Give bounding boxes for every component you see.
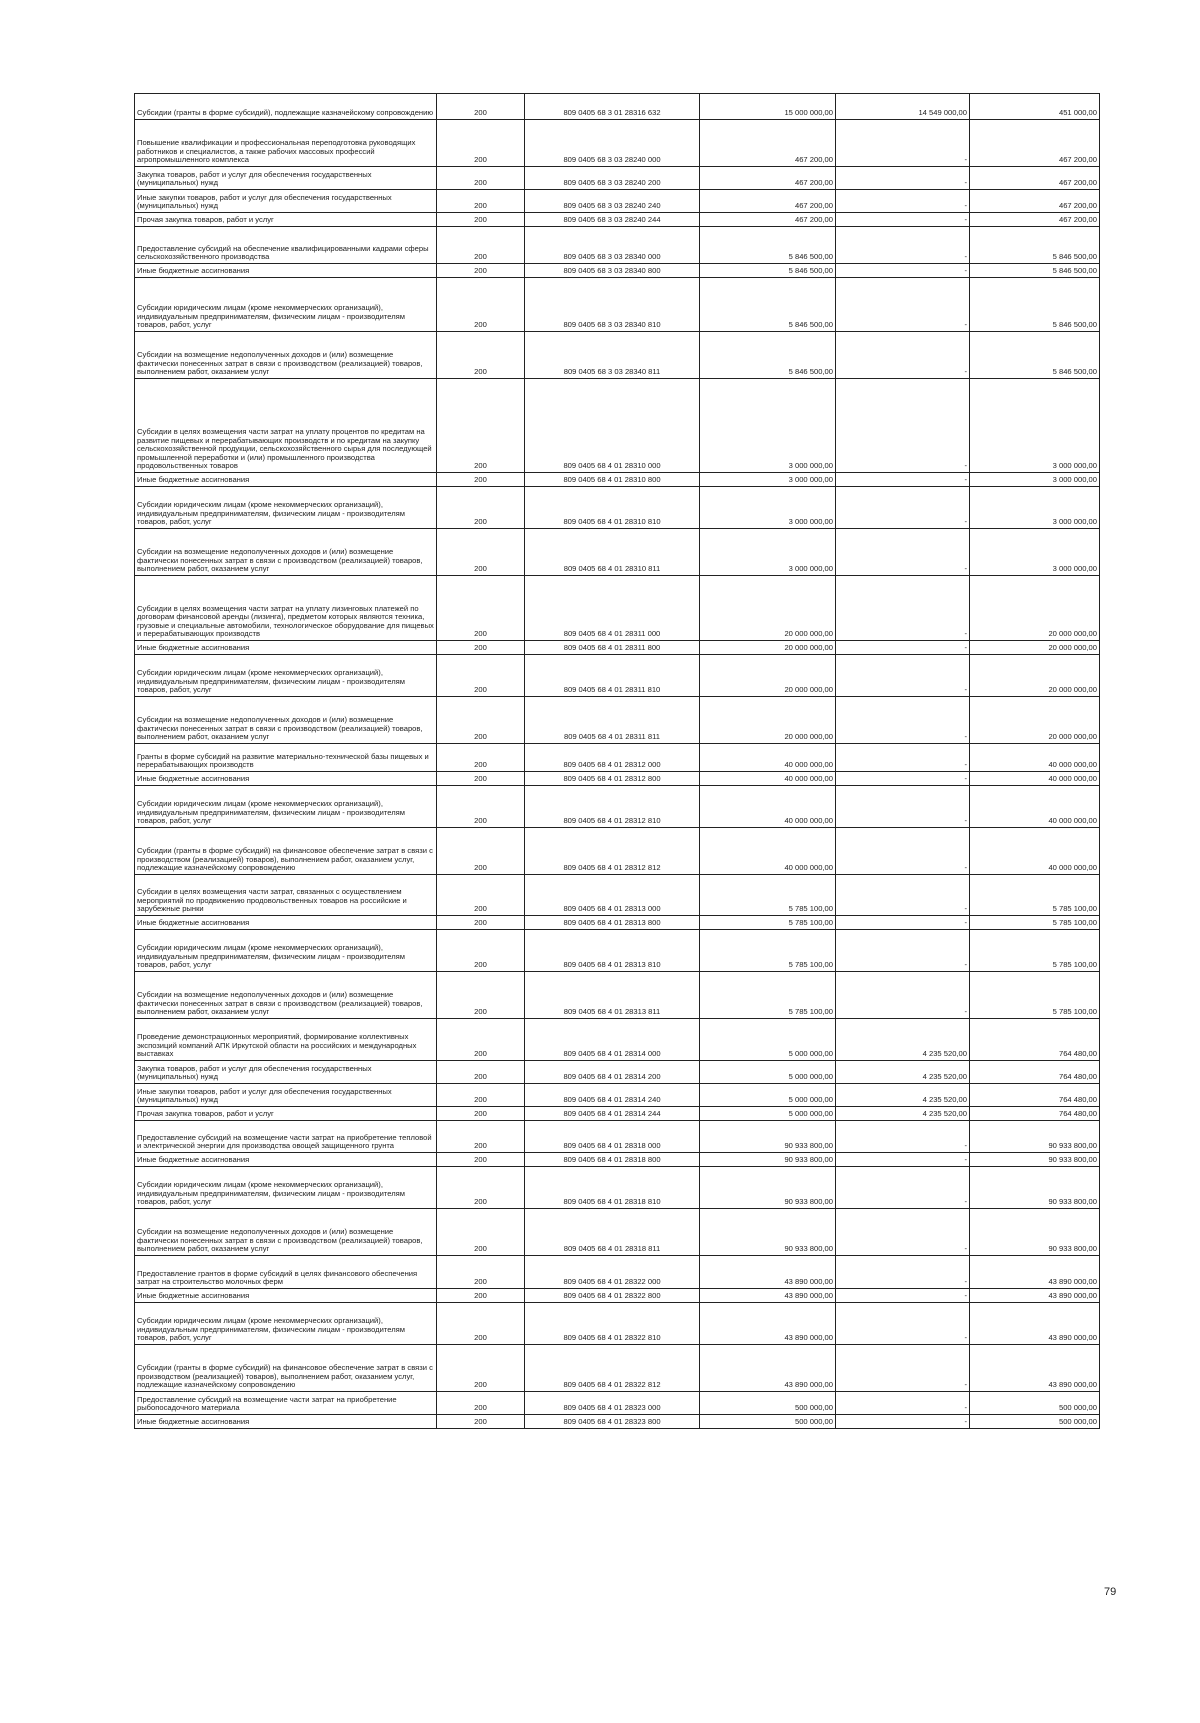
row-code: 200 bbox=[437, 120, 525, 167]
row-total: 5 000 000,00 bbox=[700, 1107, 836, 1121]
row-name: Субсидии на возмещение недополученных доходов и (или) возмещение фактически понесенных затрат в связи с производством (реализацией) товаров, выполнением работ, оказанием услуг bbox=[135, 972, 437, 1019]
row-amount-b: 500 000,00 bbox=[970, 1392, 1100, 1415]
row-name: Иные бюджетные ассигнования bbox=[135, 772, 437, 786]
table-row bbox=[135, 120, 1100, 167]
row-kbk: 809 0405 68 4 01 28314 240 bbox=[525, 1084, 700, 1107]
row-code: 200 bbox=[437, 167, 525, 190]
row-amount-a: - bbox=[836, 930, 970, 972]
table-row bbox=[135, 1121, 1100, 1153]
table-row bbox=[135, 379, 1100, 473]
row-kbk: 809 0405 68 4 01 28318 000 bbox=[525, 1121, 700, 1153]
row-code: 200 bbox=[437, 1121, 525, 1153]
row-amount-b: 90 933 800,00 bbox=[970, 1121, 1100, 1153]
row-kbk: 809 0405 68 3 03 28340 810 bbox=[525, 278, 700, 332]
row-kbk: 809 0405 68 4 01 28312 800 bbox=[525, 772, 700, 786]
row-code: 200 bbox=[437, 190, 525, 213]
row-name: Субсидии юридическим лицам (кроме некоммерческих организаций), индивидуальным предпринимателям, физическим лицам - производителям товаров, работ, услуг bbox=[135, 930, 437, 972]
row-amount-a: - bbox=[836, 120, 970, 167]
row-total: 40 000 000,00 bbox=[700, 786, 836, 828]
row-code: 200 bbox=[437, 1289, 525, 1303]
row-amount-a: - bbox=[836, 828, 970, 875]
row-kbk: 809 0405 68 4 01 28310 810 bbox=[525, 487, 700, 529]
budget-table bbox=[134, 93, 1100, 1429]
row-kbk: 809 0405 68 4 01 28313 810 bbox=[525, 930, 700, 972]
row-amount-a: 4 235 520,00 bbox=[836, 1061, 970, 1084]
row-kbk: 809 0405 68 4 01 28322 000 bbox=[525, 1256, 700, 1289]
row-amount-b: 90 933 800,00 bbox=[970, 1153, 1100, 1167]
row-total: 467 200,00 bbox=[700, 120, 836, 167]
row-code: 200 bbox=[437, 473, 525, 487]
row-amount-a: - bbox=[836, 213, 970, 227]
row-total: 15 000 000,00 bbox=[700, 94, 836, 120]
row-total: 40 000 000,00 bbox=[700, 772, 836, 786]
row-name: Иные закупки товаров, работ и услуг для обеспечения государственных (муниципальных) нужд bbox=[135, 190, 437, 213]
row-amount-b: 43 890 000,00 bbox=[970, 1289, 1100, 1303]
row-amount-a: - bbox=[836, 1303, 970, 1345]
row-name: Субсидии (гранты в форме субсидий) на финансовое обеспечение затрат в связи с производством (реализацией) товаров), выполнением работ, оказанием услуг, подлежащие казначейскому сопровождению bbox=[135, 828, 437, 875]
row-name: Субсидии на возмещение недополученных доходов и (или) возмещение фактически понесенных затрат в связи с производством (реализацией) товаров, выполнением работ, оказанием услуг bbox=[135, 697, 437, 744]
row-total: 20 000 000,00 bbox=[700, 576, 836, 641]
table-row bbox=[135, 576, 1100, 641]
row-total: 500 000,00 bbox=[700, 1415, 836, 1429]
row-amount-b: 5 846 500,00 bbox=[970, 332, 1100, 379]
row-amount-a: 4 235 520,00 bbox=[836, 1019, 970, 1061]
row-amount-b: 467 200,00 bbox=[970, 213, 1100, 227]
row-code: 200 bbox=[437, 1061, 525, 1084]
table-row bbox=[135, 278, 1100, 332]
row-kbk: 809 0405 68 4 01 28313 800 bbox=[525, 916, 700, 930]
table-row bbox=[135, 190, 1100, 213]
row-amount-a: - bbox=[836, 744, 970, 772]
row-code: 200 bbox=[437, 1392, 525, 1415]
row-total: 5 785 100,00 bbox=[700, 875, 836, 916]
row-total: 43 890 000,00 bbox=[700, 1345, 836, 1392]
row-total: 5 785 100,00 bbox=[700, 916, 836, 930]
table-row bbox=[135, 697, 1100, 744]
row-name: Иные бюджетные ассигнования bbox=[135, 1153, 437, 1167]
row-total: 5 000 000,00 bbox=[700, 1084, 836, 1107]
row-total: 5 785 100,00 bbox=[700, 930, 836, 972]
row-name: Субсидии на возмещение недополученных доходов и (или) возмещение фактически понесенных затрат в связи с производством (реализацией) товаров, выполнением работ, оказанием услуг bbox=[135, 529, 437, 576]
row-name: Прочая закупка товаров, работ и услуг bbox=[135, 213, 437, 227]
table-row bbox=[135, 1415, 1100, 1429]
row-amount-b: 5 846 500,00 bbox=[970, 227, 1100, 264]
row-total: 5 000 000,00 bbox=[700, 1061, 836, 1084]
row-total: 5 785 100,00 bbox=[700, 972, 836, 1019]
row-kbk: 809 0405 68 3 03 28340 000 bbox=[525, 227, 700, 264]
row-amount-b: 764 480,00 bbox=[970, 1084, 1100, 1107]
row-code: 200 bbox=[437, 930, 525, 972]
row-code: 200 bbox=[437, 828, 525, 875]
row-kbk: 809 0405 68 4 01 28311 000 bbox=[525, 576, 700, 641]
row-amount-a: - bbox=[836, 1121, 970, 1153]
row-code: 200 bbox=[437, 379, 525, 473]
row-kbk: 809 0405 68 4 01 28314 244 bbox=[525, 1107, 700, 1121]
row-amount-a: - bbox=[836, 167, 970, 190]
row-name: Субсидии на возмещение недополученных доходов и (или) возмещение фактически понесенных затрат в связи с производством (реализацией) товаров, выполнением работ, оказанием услуг bbox=[135, 1209, 437, 1256]
row-amount-b: 5 785 100,00 bbox=[970, 916, 1100, 930]
row-amount-b: 5 846 500,00 bbox=[970, 264, 1100, 278]
row-name: Иные бюджетные ассигнования bbox=[135, 1415, 437, 1429]
row-amount-b: 43 890 000,00 bbox=[970, 1256, 1100, 1289]
table-row bbox=[135, 473, 1100, 487]
row-name: Субсидии в целях возмещения части затрат на уплату лизинговых платежей по договорам финансовой аренды (лизинга), предметом которых являются техника, грузовые и специальные автомобили, технологическое оборудование для пищевых и перерабатывающих производств bbox=[135, 576, 437, 641]
table-row bbox=[135, 167, 1100, 190]
row-code: 200 bbox=[437, 916, 525, 930]
row-kbk: 809 0405 68 4 01 28323 800 bbox=[525, 1415, 700, 1429]
row-name: Закупка товаров, работ и услуг для обеспечения государственных (муниципальных) нужд bbox=[135, 1061, 437, 1084]
row-total: 467 200,00 bbox=[700, 213, 836, 227]
row-kbk: 809 0405 68 3 03 28240 200 bbox=[525, 167, 700, 190]
row-amount-a: - bbox=[836, 1256, 970, 1289]
row-kbk: 809 0405 68 3 03 28240 244 bbox=[525, 213, 700, 227]
row-amount-a: 4 235 520,00 bbox=[836, 1107, 970, 1121]
row-amount-a: - bbox=[836, 1209, 970, 1256]
row-name: Иные бюджетные ассигнования bbox=[135, 916, 437, 930]
table-row bbox=[135, 1345, 1100, 1392]
row-amount-b: 40 000 000,00 bbox=[970, 772, 1100, 786]
row-name: Субсидии в целях возмещения части затрат на уплату процентов по кредитам на развитие пищевых и перерабатывающих производств и по кредитам на закупку сельскохозяйственной продукции, сельскохозяйственного сырья для последующей промышленной переработки и (или) промышленного производства продовольственных товаров bbox=[135, 379, 437, 473]
row-amount-b: 500 000,00 bbox=[970, 1415, 1100, 1429]
row-total: 467 200,00 bbox=[700, 190, 836, 213]
row-name: Предоставление грантов в форме субсидий в целях финансового обеспечения затрат на строительство молочных ферм bbox=[135, 1256, 437, 1289]
table-row bbox=[135, 487, 1100, 529]
row-amount-b: 5 785 100,00 bbox=[970, 972, 1100, 1019]
table-row bbox=[135, 930, 1100, 972]
row-code: 200 bbox=[437, 1084, 525, 1107]
table-row bbox=[135, 1061, 1100, 1084]
row-kbk: 809 0405 68 4 01 28323 000 bbox=[525, 1392, 700, 1415]
row-amount-b: 467 200,00 bbox=[970, 167, 1100, 190]
row-kbk: 809 0405 68 3 03 28340 800 bbox=[525, 264, 700, 278]
row-code: 200 bbox=[437, 1345, 525, 1392]
row-amount-b: 5 785 100,00 bbox=[970, 930, 1100, 972]
row-amount-b: 20 000 000,00 bbox=[970, 655, 1100, 697]
table-row bbox=[135, 213, 1100, 227]
row-total: 90 933 800,00 bbox=[700, 1209, 836, 1256]
row-amount-b: 467 200,00 bbox=[970, 190, 1100, 213]
row-amount-b: 3 000 000,00 bbox=[970, 487, 1100, 529]
row-amount-b: 467 200,00 bbox=[970, 120, 1100, 167]
row-amount-a: 4 235 520,00 bbox=[836, 1084, 970, 1107]
row-kbk: 809 0405 68 4 01 28310 811 bbox=[525, 529, 700, 576]
table-row bbox=[135, 94, 1100, 120]
row-total: 43 890 000,00 bbox=[700, 1289, 836, 1303]
row-amount-b: 5 846 500,00 bbox=[970, 278, 1100, 332]
row-total: 90 933 800,00 bbox=[700, 1153, 836, 1167]
row-amount-a: - bbox=[836, 1153, 970, 1167]
row-amount-a: - bbox=[836, 1289, 970, 1303]
row-name: Предоставление субсидий на возмещение части затрат на приобретение рыбопосадочного материала bbox=[135, 1392, 437, 1415]
row-code: 200 bbox=[437, 972, 525, 1019]
row-name: Субсидии юридическим лицам (кроме некоммерческих организаций), индивидуальным предпринимателям, физическим лицам - производителям товаров, работ, услуг bbox=[135, 487, 437, 529]
row-code: 200 bbox=[437, 278, 525, 332]
table-row bbox=[135, 1256, 1100, 1289]
table-row bbox=[135, 916, 1100, 930]
row-amount-a: - bbox=[836, 697, 970, 744]
table-row bbox=[135, 332, 1100, 379]
row-kbk: 809 0405 68 4 01 28312 812 bbox=[525, 828, 700, 875]
table-row bbox=[135, 828, 1100, 875]
row-total: 5 846 500,00 bbox=[700, 264, 836, 278]
row-code: 200 bbox=[437, 875, 525, 916]
row-total: 500 000,00 bbox=[700, 1392, 836, 1415]
table-row bbox=[135, 744, 1100, 772]
row-amount-a: - bbox=[836, 487, 970, 529]
row-kbk: 809 0405 68 4 01 28310 000 bbox=[525, 379, 700, 473]
row-name: Субсидии юридическим лицам (кроме некоммерческих организаций), индивидуальным предпринимателям, физическим лицам - производителям товаров, работ, услуг bbox=[135, 1303, 437, 1345]
row-amount-a: - bbox=[836, 772, 970, 786]
row-name: Проведение демонстрационных мероприятий, формирование коллективных экспозиций компаний АПК Иркутской области на российских и международных выставках bbox=[135, 1019, 437, 1061]
row-kbk: 809 0405 68 4 01 28322 810 bbox=[525, 1303, 700, 1345]
row-amount-a: - bbox=[836, 529, 970, 576]
row-amount-b: 90 933 800,00 bbox=[970, 1209, 1100, 1256]
row-kbk: 809 0405 68 4 01 28311 810 bbox=[525, 655, 700, 697]
row-amount-b: 3 000 000,00 bbox=[970, 529, 1100, 576]
table-row bbox=[135, 1167, 1100, 1209]
row-name: Предоставление субсидий на возмещение части затрат на приобретение тепловой и электрической энергии для производства овощей защищенного грунта bbox=[135, 1121, 437, 1153]
row-name: Субсидии (гранты в форме субсидий) на финансовое обеспечение затрат в связи с производством (реализацией) товаров), выполнением работ, оказанием услуг, подлежащие казначейскому сопровождению bbox=[135, 1345, 437, 1392]
table-row bbox=[135, 1107, 1100, 1121]
row-kbk: 809 0405 68 4 01 28314 000 bbox=[525, 1019, 700, 1061]
row-code: 200 bbox=[437, 227, 525, 264]
row-kbk: 809 0405 68 4 01 28312 810 bbox=[525, 786, 700, 828]
table-row bbox=[135, 772, 1100, 786]
row-amount-b: 5 785 100,00 bbox=[970, 875, 1100, 916]
row-amount-a: - bbox=[836, 641, 970, 655]
row-amount-a: - bbox=[836, 1167, 970, 1209]
row-total: 3 000 000,00 bbox=[700, 487, 836, 529]
row-code: 200 bbox=[437, 697, 525, 744]
row-name: Повышение квалификации и профессиональная переподготовка руководящих работников и специалистов, а также рабочих массовых профессий агропромышленного комплекса bbox=[135, 120, 437, 167]
table-row bbox=[135, 641, 1100, 655]
row-code: 200 bbox=[437, 1256, 525, 1289]
row-kbk: 809 0405 68 4 01 28312 000 bbox=[525, 744, 700, 772]
row-code: 200 bbox=[437, 1107, 525, 1121]
table-row bbox=[135, 1209, 1100, 1256]
row-code: 200 bbox=[437, 1167, 525, 1209]
row-name: Иные бюджетные ассигнования bbox=[135, 1289, 437, 1303]
row-total: 467 200,00 bbox=[700, 167, 836, 190]
table-row bbox=[135, 655, 1100, 697]
row-code: 200 bbox=[437, 94, 525, 120]
table-row bbox=[135, 264, 1100, 278]
row-amount-a: - bbox=[836, 1392, 970, 1415]
row-amount-a: - bbox=[836, 1345, 970, 1392]
row-amount-a: - bbox=[836, 786, 970, 828]
row-total: 90 933 800,00 bbox=[700, 1121, 836, 1153]
row-code: 200 bbox=[437, 1153, 525, 1167]
row-total: 40 000 000,00 bbox=[700, 828, 836, 875]
row-code: 200 bbox=[437, 529, 525, 576]
table-row bbox=[135, 529, 1100, 576]
table-row bbox=[135, 1392, 1100, 1415]
row-kbk: 809 0405 68 3 03 28240 240 bbox=[525, 190, 700, 213]
row-code: 200 bbox=[437, 1303, 525, 1345]
row-kbk: 809 0405 68 4 01 28313 811 bbox=[525, 972, 700, 1019]
row-amount-a: - bbox=[836, 264, 970, 278]
row-name: Субсидии юридическим лицам (кроме некоммерческих организаций), индивидуальным предпринимателям, физическим лицам - производителям товаров, работ, услуг bbox=[135, 655, 437, 697]
row-kbk: 809 0405 68 3 01 28316 632 bbox=[525, 94, 700, 120]
row-kbk: 809 0405 68 4 01 28314 200 bbox=[525, 1061, 700, 1084]
row-name: Закупка товаров, работ и услуг для обеспечения государственных (муниципальных) нужд bbox=[135, 167, 437, 190]
row-amount-a: - bbox=[836, 916, 970, 930]
row-kbk: 809 0405 68 4 01 28322 800 bbox=[525, 1289, 700, 1303]
row-code: 200 bbox=[437, 213, 525, 227]
row-amount-a: - bbox=[836, 190, 970, 213]
row-kbk: 809 0405 68 4 01 28318 810 bbox=[525, 1167, 700, 1209]
row-kbk: 809 0405 68 4 01 28310 800 bbox=[525, 473, 700, 487]
row-name: Субсидии юридическим лицам (кроме некоммерческих организаций), индивидуальным предпринимателям, физическим лицам - производителям товаров, работ, услуг bbox=[135, 786, 437, 828]
table-row bbox=[135, 1153, 1100, 1167]
row-code: 200 bbox=[437, 1209, 525, 1256]
row-amount-a: - bbox=[836, 576, 970, 641]
row-total: 5 846 500,00 bbox=[700, 278, 836, 332]
row-amount-a: - bbox=[836, 1415, 970, 1429]
row-amount-a: - bbox=[836, 875, 970, 916]
table-row bbox=[135, 1084, 1100, 1107]
row-amount-b: 20 000 000,00 bbox=[970, 697, 1100, 744]
row-total: 20 000 000,00 bbox=[700, 697, 836, 744]
row-code: 200 bbox=[437, 655, 525, 697]
row-name: Гранты в форме субсидий на развитие материально-технической базы пищевых и перерабатывающих производств bbox=[135, 744, 437, 772]
row-code: 200 bbox=[437, 332, 525, 379]
row-name: Субсидии на возмещение недополученных доходов и (или) возмещение фактически понесенных затрат в связи с производством (реализацией) товаров, выполнением работ, оказанием услуг bbox=[135, 332, 437, 379]
row-total: 5 846 500,00 bbox=[700, 332, 836, 379]
row-name: Иные бюджетные ассигнования bbox=[135, 264, 437, 278]
table-row bbox=[135, 1289, 1100, 1303]
row-code: 200 bbox=[437, 744, 525, 772]
row-total: 43 890 000,00 bbox=[700, 1256, 836, 1289]
row-amount-b: 20 000 000,00 bbox=[970, 576, 1100, 641]
row-total: 3 000 000,00 bbox=[700, 379, 836, 473]
row-amount-a: - bbox=[836, 473, 970, 487]
row-amount-b: 764 480,00 bbox=[970, 1061, 1100, 1084]
row-code: 200 bbox=[437, 264, 525, 278]
row-name: Иные закупки товаров, работ и услуг для обеспечения государственных (муниципальных) нужд bbox=[135, 1084, 437, 1107]
row-amount-a: - bbox=[836, 379, 970, 473]
row-kbk: 809 0405 68 4 01 28318 800 bbox=[525, 1153, 700, 1167]
row-name: Субсидии (гранты в форме субсидий), подлежащие казначейскому сопровождению bbox=[135, 94, 437, 120]
row-code: 200 bbox=[437, 487, 525, 529]
row-amount-b: 764 480,00 bbox=[970, 1107, 1100, 1121]
row-total: 3 000 000,00 bbox=[700, 529, 836, 576]
row-kbk: 809 0405 68 4 01 28311 800 bbox=[525, 641, 700, 655]
row-amount-a: - bbox=[836, 278, 970, 332]
row-kbk: 809 0405 68 3 03 28240 000 bbox=[525, 120, 700, 167]
row-name: Иные бюджетные ассигнования bbox=[135, 641, 437, 655]
row-total: 5 846 500,00 bbox=[700, 227, 836, 264]
row-total: 40 000 000,00 bbox=[700, 744, 836, 772]
row-code: 200 bbox=[437, 576, 525, 641]
row-total: 43 890 000,00 bbox=[700, 1303, 836, 1345]
row-amount-b: 40 000 000,00 bbox=[970, 744, 1100, 772]
row-kbk: 809 0405 68 4 01 28313 000 bbox=[525, 875, 700, 916]
row-amount-b: 451 000,00 bbox=[970, 94, 1100, 120]
row-amount-b: 40 000 000,00 bbox=[970, 828, 1100, 875]
row-name: Субсидии юридическим лицам (кроме некоммерческих организаций), индивидуальным предпринимателям, физическим лицам - производителям товаров, работ, услуг bbox=[135, 278, 437, 332]
row-amount-b: 764 480,00 bbox=[970, 1019, 1100, 1061]
row-amount-b: 3 000 000,00 bbox=[970, 379, 1100, 473]
table-row bbox=[135, 227, 1100, 264]
row-total: 90 933 800,00 bbox=[700, 1167, 836, 1209]
row-amount-a: - bbox=[836, 655, 970, 697]
row-amount-a: 14 549 000,00 bbox=[836, 94, 970, 120]
row-name: Предоставление субсидий на обеспечение квалифицированными кадрами сферы сельскохозяйственного производства bbox=[135, 227, 437, 264]
table-row bbox=[135, 786, 1100, 828]
row-total: 20 000 000,00 bbox=[700, 655, 836, 697]
row-amount-a: - bbox=[836, 227, 970, 264]
row-amount-b: 90 933 800,00 bbox=[970, 1167, 1100, 1209]
row-amount-b: 20 000 000,00 bbox=[970, 641, 1100, 655]
row-kbk: 809 0405 68 3 03 28340 811 bbox=[525, 332, 700, 379]
row-amount-b: 43 890 000,00 bbox=[970, 1345, 1100, 1392]
row-name: Субсидии в целях возмещения части затрат, связанных с осуществлением мероприятий по продвижению продовольственных товаров на российские и зарубежные рынки bbox=[135, 875, 437, 916]
row-name: Прочая закупка товаров, работ и услуг bbox=[135, 1107, 437, 1121]
row-name: Иные бюджетные ассигнования bbox=[135, 473, 437, 487]
row-kbk: 809 0405 68 4 01 28311 811 bbox=[525, 697, 700, 744]
table-row bbox=[135, 1303, 1100, 1345]
table-row bbox=[135, 875, 1100, 916]
table-row bbox=[135, 972, 1100, 1019]
row-code: 200 bbox=[437, 641, 525, 655]
row-name: Субсидии юридическим лицам (кроме некоммерческих организаций), индивидуальным предпринимателям, физическим лицам - производителям товаров, работ, услуг bbox=[135, 1167, 437, 1209]
row-total: 5 000 000,00 bbox=[700, 1019, 836, 1061]
page-number: 79 bbox=[1104, 1586, 1117, 1598]
row-total: 3 000 000,00 bbox=[700, 473, 836, 487]
table-row bbox=[135, 1019, 1100, 1061]
row-amount-b: 3 000 000,00 bbox=[970, 473, 1100, 487]
row-amount-a: - bbox=[836, 332, 970, 379]
row-code: 200 bbox=[437, 786, 525, 828]
row-total: 20 000 000,00 bbox=[700, 641, 836, 655]
row-code: 200 bbox=[437, 772, 525, 786]
row-kbk: 809 0405 68 4 01 28322 812 bbox=[525, 1345, 700, 1392]
row-code: 200 bbox=[437, 1415, 525, 1429]
row-amount-b: 40 000 000,00 bbox=[970, 786, 1100, 828]
row-kbk: 809 0405 68 4 01 28318 811 bbox=[525, 1209, 700, 1256]
row-amount-b: 43 890 000,00 bbox=[970, 1303, 1100, 1345]
row-code: 200 bbox=[437, 1019, 525, 1061]
row-amount-a: - bbox=[836, 972, 970, 1019]
